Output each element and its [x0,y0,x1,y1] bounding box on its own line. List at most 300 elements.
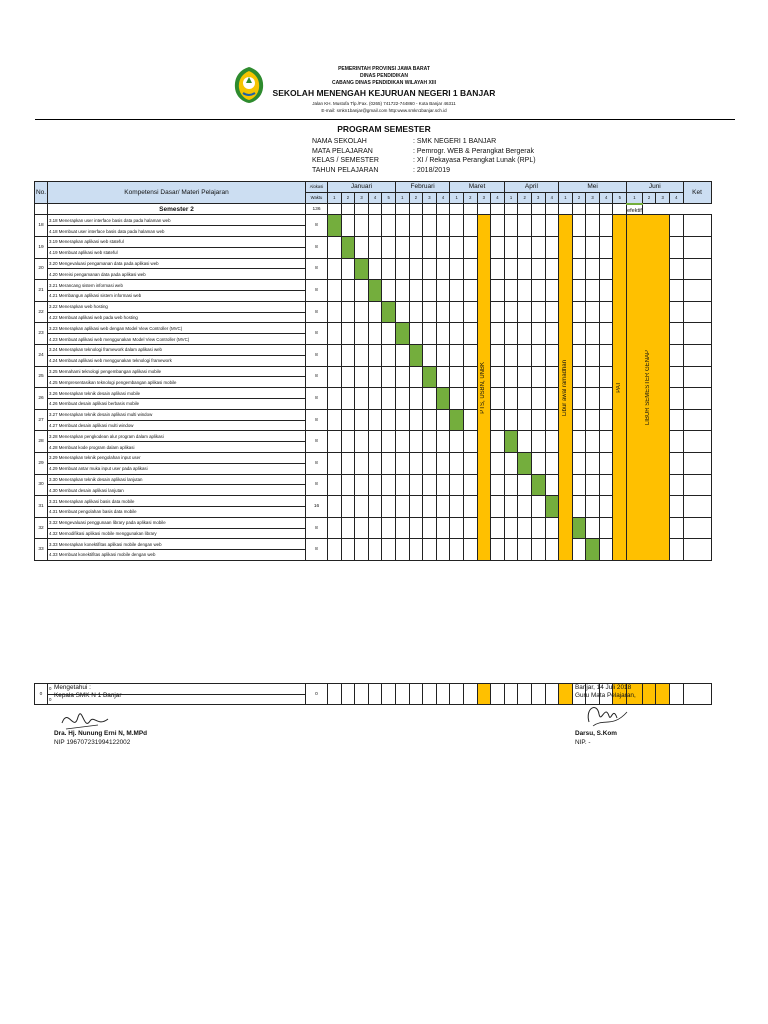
week-cell [504,215,518,237]
week-cell [491,517,505,539]
week-cell [518,301,532,323]
ket-cell [683,431,711,453]
week-cell [423,215,437,237]
principal-nip: NIP 196707231994122002 [54,739,131,746]
month-header: Mei [559,182,627,193]
week-cell [341,431,355,453]
week-cell [572,258,586,280]
week-cell [328,409,342,431]
week-cell [545,388,559,410]
week-cell [341,388,355,410]
week-cell [341,452,355,474]
schedule-mark [368,280,382,302]
week-cell [436,452,450,474]
kd-hours: 8 [306,280,328,302]
week-cell [368,323,382,345]
week-cell [436,344,450,366]
school-name: SEKOLAH MENENGAH KEJURUAN NEGERI 1 BANJAR [272,88,496,98]
week-cell [518,344,532,366]
week-cell [463,280,477,302]
kd-number: 24 [35,344,48,366]
week-cell [328,301,342,323]
week-header: 1 [627,192,643,203]
week-cell [599,204,613,215]
kd-text: 4.23 Membuat aplikasi web menggunakan Model View Controller (MVC) [48,334,306,345]
week-cell [382,683,396,705]
kd-text: 3.31 Menerapkan aplikasi basis data mobile [48,496,306,507]
week-cell [382,236,396,258]
week-cell [669,236,683,258]
week-cell [368,431,382,453]
week-header: 1 [328,192,342,203]
week-cell [572,204,586,215]
week-cell [450,452,464,474]
week-cell [491,539,505,561]
week-cell [395,258,409,280]
col-alokasi-header: Alokasi [306,182,328,193]
week-cell [368,344,382,366]
week-cell [409,539,423,561]
week-cell [531,517,545,539]
week-cell [669,344,683,366]
week-cell [642,683,656,705]
col-ket-header: Ket [683,182,711,204]
table-row [35,409,712,420]
week-cell [586,280,600,302]
schedule-mark [586,539,600,561]
week-cell [341,409,355,431]
semester-total: 136 [306,204,328,215]
week-cell [518,431,532,453]
table-row [35,496,712,507]
week-cell [409,204,423,215]
info-value: : SMK NEGERI 1 BANJAR [413,138,497,145]
week-cell [436,517,450,539]
week-header: 1 [504,192,518,203]
kd-text: 3.29 Menerapkan teknik pengolahan input user [48,452,306,463]
kd-text: 3.18 Menerapkan user interface basis data pada halaman web [48,215,306,226]
kd-text: 3.20 Mengevaluasi pengamanan data pada aplikasi web [48,258,306,269]
week-cell [450,431,464,453]
col-no-header: No. [35,182,48,204]
week-cell [436,215,450,237]
ket-cell [683,236,711,258]
ket-cell [683,258,711,280]
schedule-mark [355,258,369,280]
week-cell [355,452,369,474]
kd-hours: 8 [306,344,328,366]
week-cell [409,431,423,453]
week-cell [423,452,437,474]
week-cell [531,323,545,345]
kd-text: 4.25 Mempresentasikan teknologi pengembangan aplikasi mobile [48,377,306,388]
week-cell [463,301,477,323]
week-cell [545,258,559,280]
week-cell [504,388,518,410]
week-cell [355,474,369,496]
week-cell [518,409,532,431]
week-cell [368,301,382,323]
week-cell [368,388,382,410]
month-header: April [504,182,558,193]
week-cell [572,301,586,323]
week-cell [463,409,477,431]
sign-date: Banjar, 14 Juli 2018 [575,684,632,691]
week-cell [599,323,613,345]
week-header: 1 [559,192,573,203]
week-cell [382,344,396,366]
week-cell [518,215,532,237]
table-row [35,280,712,291]
week-cell [518,683,532,705]
week-cell [669,366,683,388]
ket-cell [683,323,711,345]
week-cell [504,301,518,323]
week-cell [382,431,396,453]
info-label: MATA PELAJARAN [312,147,373,155]
week-cell [669,474,683,496]
week-cell [368,204,382,215]
schedule-mark [504,431,518,453]
week-cell [450,258,464,280]
kd-text: 4.30 Membuat desain aplikasi lanjutan [48,485,306,496]
week-cell [436,301,450,323]
week-cell [656,683,670,705]
kd-number: 21 [35,280,48,302]
schedule-mark [436,388,450,410]
table-row [35,539,712,550]
week-header: 2 [572,192,586,203]
week-cell [368,517,382,539]
week-cell [669,323,683,345]
week-header: 1 [395,192,409,203]
schedule-mark [423,366,437,388]
week-cell [669,452,683,474]
week-cell [382,366,396,388]
info-value: : 2018/2019 [413,166,450,174]
holiday-label: LIBUR SEMESTER GENAP [644,350,651,426]
kd-text: 3.28 Menerapkan pengkodean alur program dalam aplikasi [48,431,306,442]
week-cell [599,215,613,237]
week-cell [599,344,613,366]
week-cell [423,517,437,539]
kd-text: 3.30 Menerapkan teknik desain aplikasi lanjutan [48,474,306,485]
total-no: 0 [35,683,48,705]
week-header: 3 [531,192,545,203]
kd-text: 3.22 Menerapkan web hosting [48,301,306,312]
week-cell [504,366,518,388]
week-cell [586,204,600,215]
week-cell [382,204,396,215]
week-cell [423,539,437,561]
week-header: 4 [436,192,450,203]
month-header: Maret [450,182,504,193]
week-cell [328,496,342,518]
week-cell [382,496,396,518]
week-cell [409,474,423,496]
week-cell [450,539,464,561]
week-cell [395,280,409,302]
week-cell [599,366,613,388]
week-cell [409,258,423,280]
week-cell [463,431,477,453]
week-cell [599,301,613,323]
week-cell [450,388,464,410]
week-header: 1 [450,192,464,203]
week-header: 3 [423,192,437,203]
week-cell [341,204,355,215]
week-cell [545,517,559,539]
kd-text: 4.27 Membuat desain aplikasi multi window [48,420,306,431]
kd-hours: 8 [306,215,328,237]
week-cell [368,236,382,258]
week-cell [531,683,545,705]
week-cell [395,388,409,410]
week-header: 2 [463,192,477,203]
week-header: 5 [613,192,627,203]
week-cell [395,344,409,366]
week-cell [545,474,559,496]
kd-text: 4.24 Membuat aplikasi web menggunakan teknologi framework [48,355,306,366]
kd-text: 3.23 Menerapkan aplikasi web dengan Model View Controller (MVC) [48,323,306,334]
week-cell [382,452,396,474]
week-cell [491,215,505,237]
week-cell [450,683,464,705]
semester-label: Semester 2 [48,204,306,215]
week-cell [504,452,518,474]
week-cell [531,236,545,258]
ket-cell [683,496,711,518]
week-header: 2 [518,192,532,203]
week-cell [491,366,505,388]
semester-row [35,204,712,215]
week-cell [355,431,369,453]
teacher-name: Darsu, S.Kom [575,730,617,737]
week-cell [545,301,559,323]
week-cell [328,204,342,215]
week-cell [355,215,369,237]
week-cell [518,366,532,388]
week-cell [450,496,464,518]
gov-line-2: DINAS PENDIDIKAN [359,73,409,79]
week-cell [395,431,409,453]
week-cell [463,204,477,215]
week-cell [586,215,600,237]
header-row-months [35,182,712,193]
week-cell [491,236,505,258]
week-header: 5 [382,192,396,203]
acknowledge-label: Mengetahui : [54,684,91,691]
week-cell [328,258,342,280]
month-header: Januari [328,182,396,193]
week-cell [518,474,532,496]
week-header: 3 [477,192,491,203]
week-cell [436,258,450,280]
info-label: KELAS / SEMESTER [312,157,379,164]
week-cell [423,683,437,705]
week-cell [531,258,545,280]
week-cell [341,258,355,280]
week-cell [586,496,600,518]
week-cell [586,301,600,323]
week-cell [368,409,382,431]
week-cell [463,452,477,474]
info-value: : Pemrogr. WEB & Perangkat Bergerak [413,147,534,155]
week-cell [572,452,586,474]
week-cell [341,517,355,539]
week-cell [368,452,382,474]
month-header: Februari [395,182,449,193]
week-cell [423,409,437,431]
kd-text: 3.21 Merancang sistem informasi web [48,280,306,291]
week-cell [409,496,423,518]
table-row [35,517,712,528]
week-cell [463,539,477,561]
col-waktu-header: Waktu [306,192,328,203]
week-cell [586,236,600,258]
week-cell [450,474,464,496]
kd-text: 3.25 Memahami teknologi pengembangan aplikasi mobile [48,366,306,377]
schedule-mark [518,452,532,474]
week-cell [355,517,369,539]
week-cell [423,301,437,323]
week-cell [395,409,409,431]
week-cell [669,258,683,280]
week-cell [491,301,505,323]
kd-hours: 16 [306,496,328,518]
week-cell [669,683,683,705]
week-cell [599,452,613,474]
week-cell [395,539,409,561]
schedule-mark [382,301,396,323]
ket-cell [683,366,711,388]
week-cell [382,215,396,237]
week-cell [328,452,342,474]
week-cell [586,517,600,539]
week-cell [599,474,613,496]
page-title: PROGRAM SEMESTER [337,124,431,134]
week-cell [341,683,355,705]
table-row [35,215,712,226]
week-header: 4 [599,192,613,203]
teacher-title: Guru Mata Pelajaran, [575,692,636,699]
week-cell [586,323,600,345]
week-cell [586,344,600,366]
week-cell [518,323,532,345]
week-cell [518,280,532,302]
week-cell [491,431,505,453]
week-cell [382,258,396,280]
week-cell [463,215,477,237]
week-cell [409,323,423,345]
week-cell [341,344,355,366]
week-cell [355,409,369,431]
week-cell [409,452,423,474]
week-cell [531,431,545,453]
gov-line-3: CABANG DINAS PENDIDIKAN WILAYAH XIII [331,80,437,86]
week-cell [368,683,382,705]
week-cell [328,431,342,453]
week-cell [355,204,369,215]
week-cell [613,204,627,215]
week-cell [368,366,382,388]
week-cell [436,366,450,388]
kd-text: 4.20 Mereisi pengamanan data pada aplikasi web [48,269,306,280]
week-cell [545,344,559,366]
week-cell [328,366,342,388]
week-cell [341,301,355,323]
week-cell [504,474,518,496]
week-cell [463,388,477,410]
week-cell [477,683,491,705]
week-cell [572,366,586,388]
week-cell [328,474,342,496]
col-kd-header: Kompetensi Dasar/ Materi Pelajaran [48,182,306,204]
week-cell [395,204,409,215]
week-cell [669,388,683,410]
month-header: Juni [627,182,683,193]
week-cell [341,323,355,345]
week-cell [586,474,600,496]
total-hours: 0 [306,683,328,705]
schedule-mark [395,323,409,345]
kd-hours: 8 [306,388,328,410]
week-cell [491,683,505,705]
week-cell [586,388,600,410]
table-row [35,474,712,485]
kd-hours: 8 [306,539,328,561]
week-cell [531,204,545,215]
week-cell [531,301,545,323]
week-cell [491,409,505,431]
week-cell [545,452,559,474]
table-row [35,258,712,269]
week-cell [491,496,505,518]
table-row [35,344,712,355]
week-cell [586,431,600,453]
week-cell [572,496,586,518]
week-cell [355,344,369,366]
table-row [35,366,712,377]
kd-hours: 8 [306,517,328,539]
week-cell [328,388,342,410]
week-header: 4 [368,192,382,203]
week-cell [504,539,518,561]
week-cell [409,683,423,705]
week-cell [531,215,545,237]
week-cell [518,539,532,561]
kd-text: 4.21 Membangun aplikasi sistem informasi web [48,290,306,301]
week-cell [463,323,477,345]
table-row [35,388,712,399]
week-cell [382,539,396,561]
holiday-label: PAT [616,382,623,394]
spacer-row [35,560,712,683]
spacer-cell [35,560,712,683]
kd-hours: 8 [306,236,328,258]
week-cell [423,236,437,258]
week-cell [436,280,450,302]
kd-hours: 8 [306,474,328,496]
week-cell [328,236,342,258]
week-cell [572,431,586,453]
week-cell [450,323,464,345]
holiday-column [559,215,573,561]
ket-cell [683,452,711,474]
school-contact: E-mail: smkn1banjar@gmail.com http:www.smkn1banjar.sch.id [321,108,447,113]
week-cell [531,539,545,561]
week-cell [572,344,586,366]
